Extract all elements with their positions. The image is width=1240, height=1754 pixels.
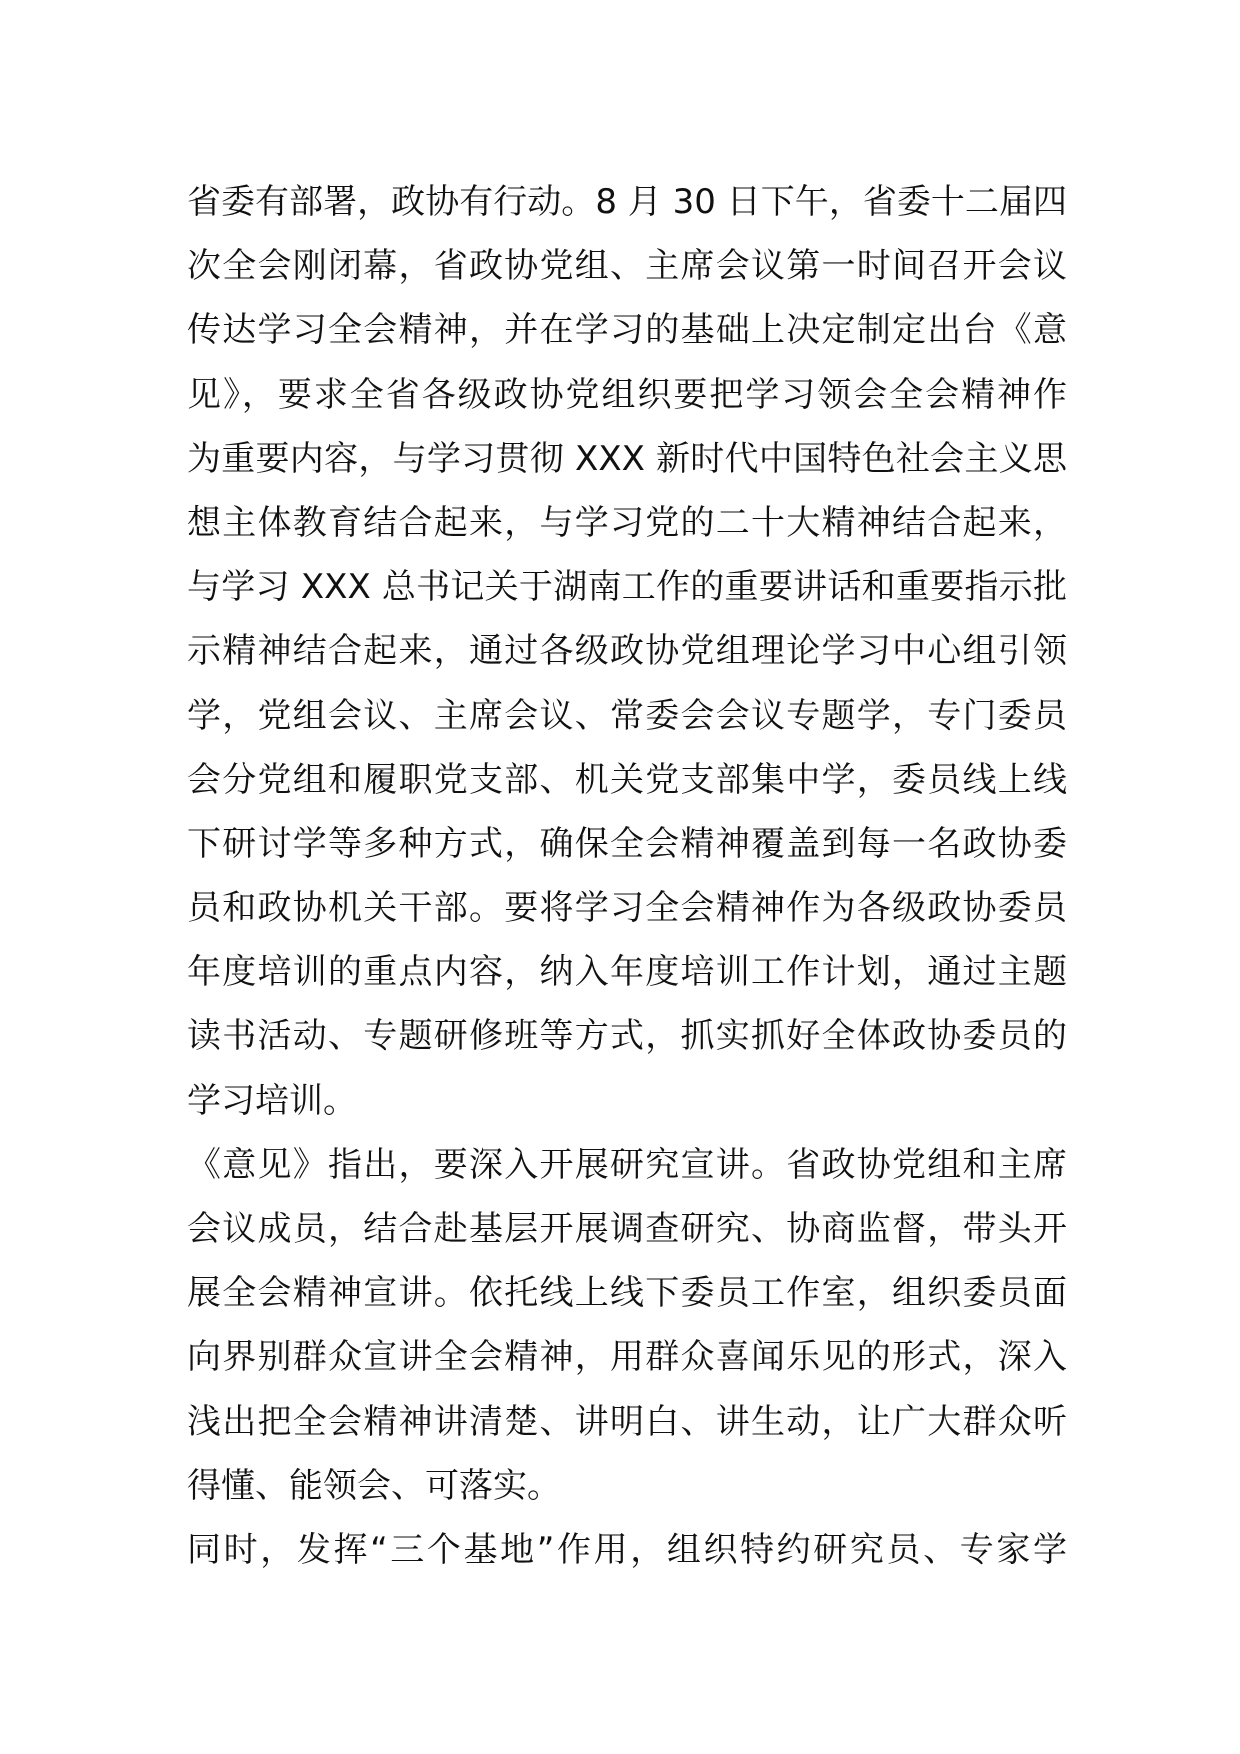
paragraph-2 [187,1133,1067,1518]
document-body [187,170,1067,1582]
text-line: 见》，要求全省各级政协党组织要把学习领会全会精神作 [187,374,1067,415]
text-line: 为重要内容，与学习贯彻 XXX 新时代中国特色社会主义思 [187,438,1067,479]
text-line: 得懂、能领会、可落实。 [187,1465,561,1506]
text-line: 示精神结合起来，通过各级政协党组理论学习中心组引领 [187,631,1067,672]
text-line: 会分党组和履职党支部、机关党支部集中学，委员线上线 [187,759,1067,800]
paragraph-1 [187,170,1067,1133]
text-line: 与学习 XXX 总书记关于湖南工作的重要讲话和重要指示批 [187,567,1067,608]
text-line: 省委有部署，政协有行动。8 月 30 日下午，省委十二届四 [187,182,1067,222]
text-line: 次全会刚闭幕，省政协党组、主席会议第一时间召开会议 [187,246,1067,287]
text-line: 传达学习全会精神，并在学习的基础上决定制定出台《意 [187,310,1067,351]
text-line: 员和政协机关干部。要将学习全会精神作为各级政协委员 [187,888,1067,929]
text-line: 同时，发挥“三个基地”作用，组织特约研究员、专家学 [187,1529,1067,1570]
text-line: 学，党组会议、主席会议、常委会会议专题学，专门委员 [187,695,1067,736]
text-line: 会议成员，结合赴基层开展调查研究、协商监督，带头开 [187,1209,1067,1249]
text-line: 下研讨学等多种方式，确保全会精神覆盖到每一名政协委 [187,823,1067,864]
text-line: 浅出把全会精神讲清楚、讲明白、讲生动，让广大群众听 [187,1401,1067,1442]
paragraph-3 [187,1518,1067,1582]
text-line: 学习培训。 [187,1080,357,1121]
text-line: 向界别群众宣讲全会精神，用群众喜闻乐见的形式，深入 [187,1337,1067,1378]
text-line: 想主体教育结合起来，与学习党的二十大精神结合起来， [187,502,1067,543]
text-line: 展全会精神宣讲。依托线上线下委员工作室，组织委员面 [187,1273,1067,1314]
text-line: 《意见》指出，要深入开展研究宣讲。省政协党组和主席 [187,1144,1067,1185]
text-line: 读书活动、专题研修班等方式，抓实抓好全体政协委员的 [187,1016,1067,1057]
text-line: 年度培训的重点内容，纳入年度培训工作计划，通过主题 [187,952,1067,993]
